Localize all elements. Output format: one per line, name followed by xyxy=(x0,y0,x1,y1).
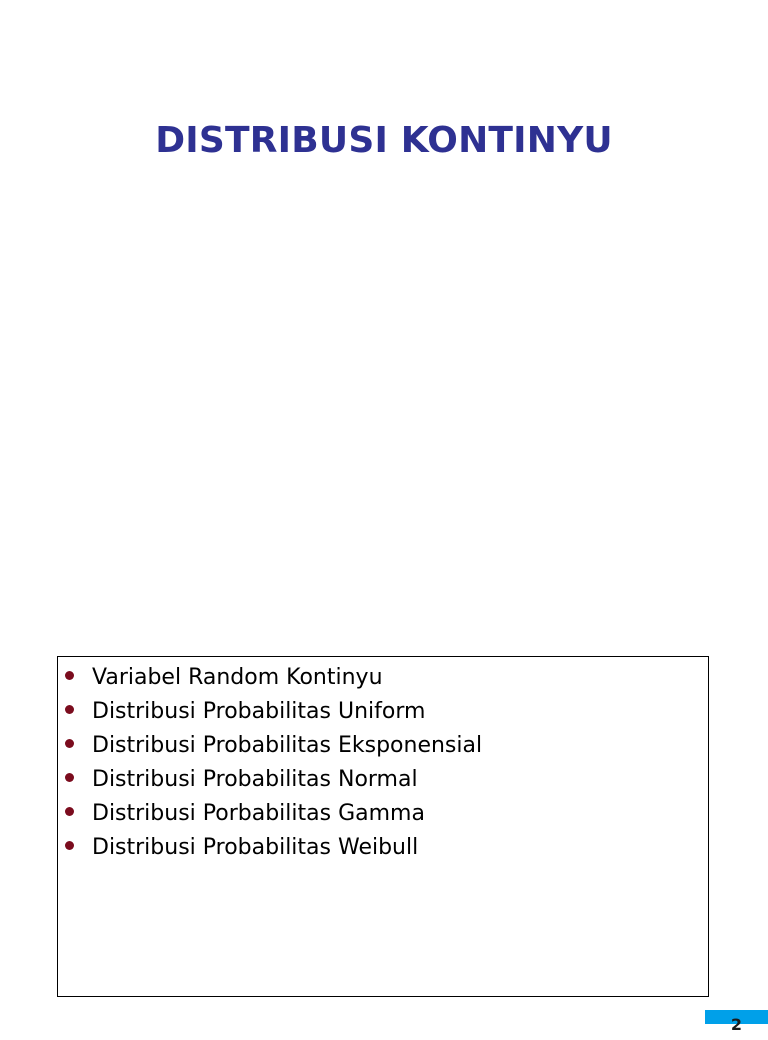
list-item-label: Variabel Random Kontinyu xyxy=(92,665,383,690)
list-item-label: Distribusi Probabilitas Uniform xyxy=(92,699,426,724)
bullet-icon xyxy=(65,773,74,782)
content-box xyxy=(57,656,709,997)
list-item xyxy=(58,661,708,695)
list-item xyxy=(58,695,708,729)
list-item xyxy=(58,729,708,763)
list-item xyxy=(58,831,708,865)
page-number-badge: 2 xyxy=(705,1010,768,1024)
bullet-list xyxy=(58,657,708,865)
list-item-label: Distribusi Probabilitas Eksponensial xyxy=(92,733,483,758)
list-item-label: Distribusi Probabilitas Weibull xyxy=(92,835,419,860)
list-item xyxy=(58,797,708,831)
bullet-icon xyxy=(65,671,74,680)
list-item xyxy=(58,763,708,797)
list-item-label: Distribusi Probabilitas Normal xyxy=(92,767,418,792)
bullet-icon xyxy=(65,705,74,714)
list-item-label: Distribusi Porbabilitas Gamma xyxy=(92,801,425,826)
bullet-icon xyxy=(65,807,74,816)
bullet-icon xyxy=(65,739,74,748)
bullet-icon xyxy=(65,841,74,850)
slide-title: DISTRIBUSI KONTINYU xyxy=(155,120,613,161)
